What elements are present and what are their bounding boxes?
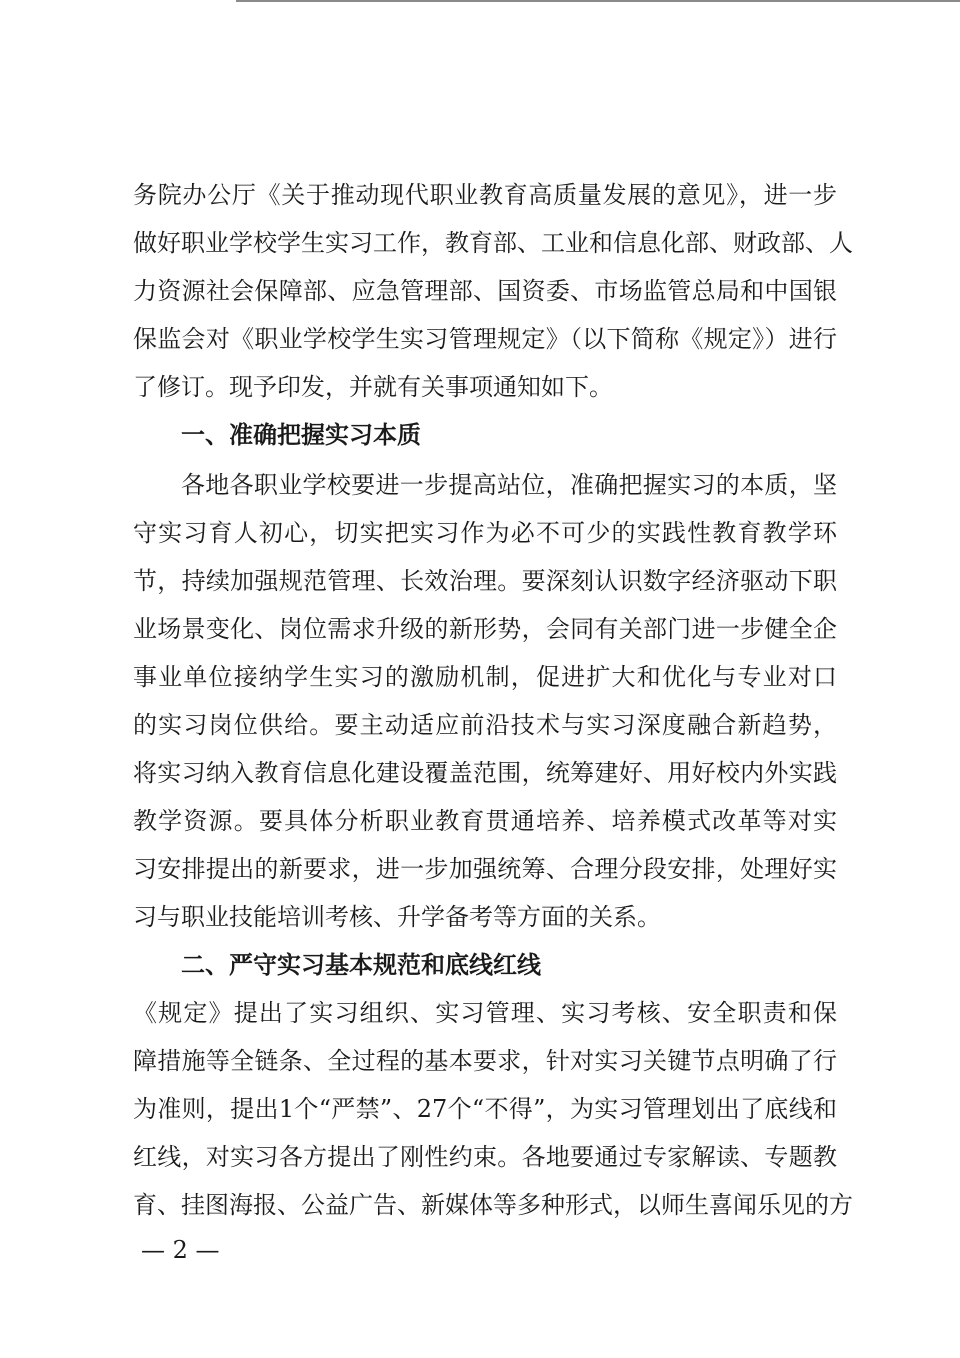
paragraph-line: 务院办公厅《关于推动现代职业教育高质量发展的意见》，进一步 bbox=[133, 181, 837, 209]
paragraph-line: 将实习纳入教育信息化建设覆盖范围，统筹建好、用好校内外实践 bbox=[133, 759, 837, 787]
paragraph-line: 保监会对《职业学校学生实习管理规定》（以下简称《规定》）进行 bbox=[133, 325, 837, 353]
page-number: — 2 — bbox=[141, 1236, 220, 1264]
paragraph-line: 守实习育人初心，切实把实习作为必不可少的实践性教育教学环 bbox=[133, 519, 837, 547]
paragraph-line: 事业单位接纳学生实习的激励机制，促进扩大和优化与专业对口 bbox=[133, 663, 837, 691]
paragraph-line: 为准则，提出1个“严禁”、27个“不得”，为实习管理划出了底线和 bbox=[133, 1095, 837, 1123]
section-heading-2: 二、严守实习基本规范和底线红线 bbox=[181, 951, 541, 979]
paragraph-line: 教学资源。要具体分析职业教育贯通培养、培养模式改革等对实 bbox=[133, 807, 837, 835]
paragraph-line: 习与职业技能培训考核、升学备考等方面的关系。 bbox=[133, 903, 661, 931]
paragraph-line: 了修订。现予印发，并就有关事项通知如下。 bbox=[133, 373, 613, 401]
section-heading-1: 一、准确把握实习本质 bbox=[181, 421, 421, 449]
paragraph-line: 红线，对实习各方提出了刚性约束。各地要通过专家解读、专题教 bbox=[133, 1143, 837, 1171]
top-border-line bbox=[236, 0, 960, 2]
paragraph-line: 的实习岗位供给。要主动适应前沿技术与实习深度融合新趋势， bbox=[133, 711, 837, 739]
paragraph-line: 力资源社会保障部、应急管理部、国资委、市场监管总局和中国银 bbox=[133, 277, 837, 305]
paragraph-line: 障措施等全链条、全过程的基本要求，针对实习关键节点明确了行 bbox=[133, 1047, 837, 1075]
paragraph-line: 各地各职业学校要进一步提高站位，准确把握实习的本质，坚 bbox=[181, 471, 837, 499]
paragraph-line: 习安排提出的新要求，进一步加强统筹、合理分段安排，处理好实 bbox=[133, 855, 837, 883]
paragraph-line: 节，持续加强规范管理、长效治理。要深刻认识数字经济驱动下职 bbox=[133, 567, 837, 595]
paragraph-line: 育、挂图海报、公益广告、新媒体等多种形式，以师生喜闻乐见的方 bbox=[133, 1191, 853, 1219]
paragraph-line: 业场景变化、岗位需求升级的新形势，会同有关部门进一步健全企 bbox=[133, 615, 837, 643]
paragraph-line: 做好职业学校学生实习工作，教育部、工业和信息化部、财政部、人 bbox=[133, 229, 853, 257]
paragraph-line: 《规定》提出了实习组织、实习管理、实习考核、安全职责和保 bbox=[133, 999, 837, 1027]
